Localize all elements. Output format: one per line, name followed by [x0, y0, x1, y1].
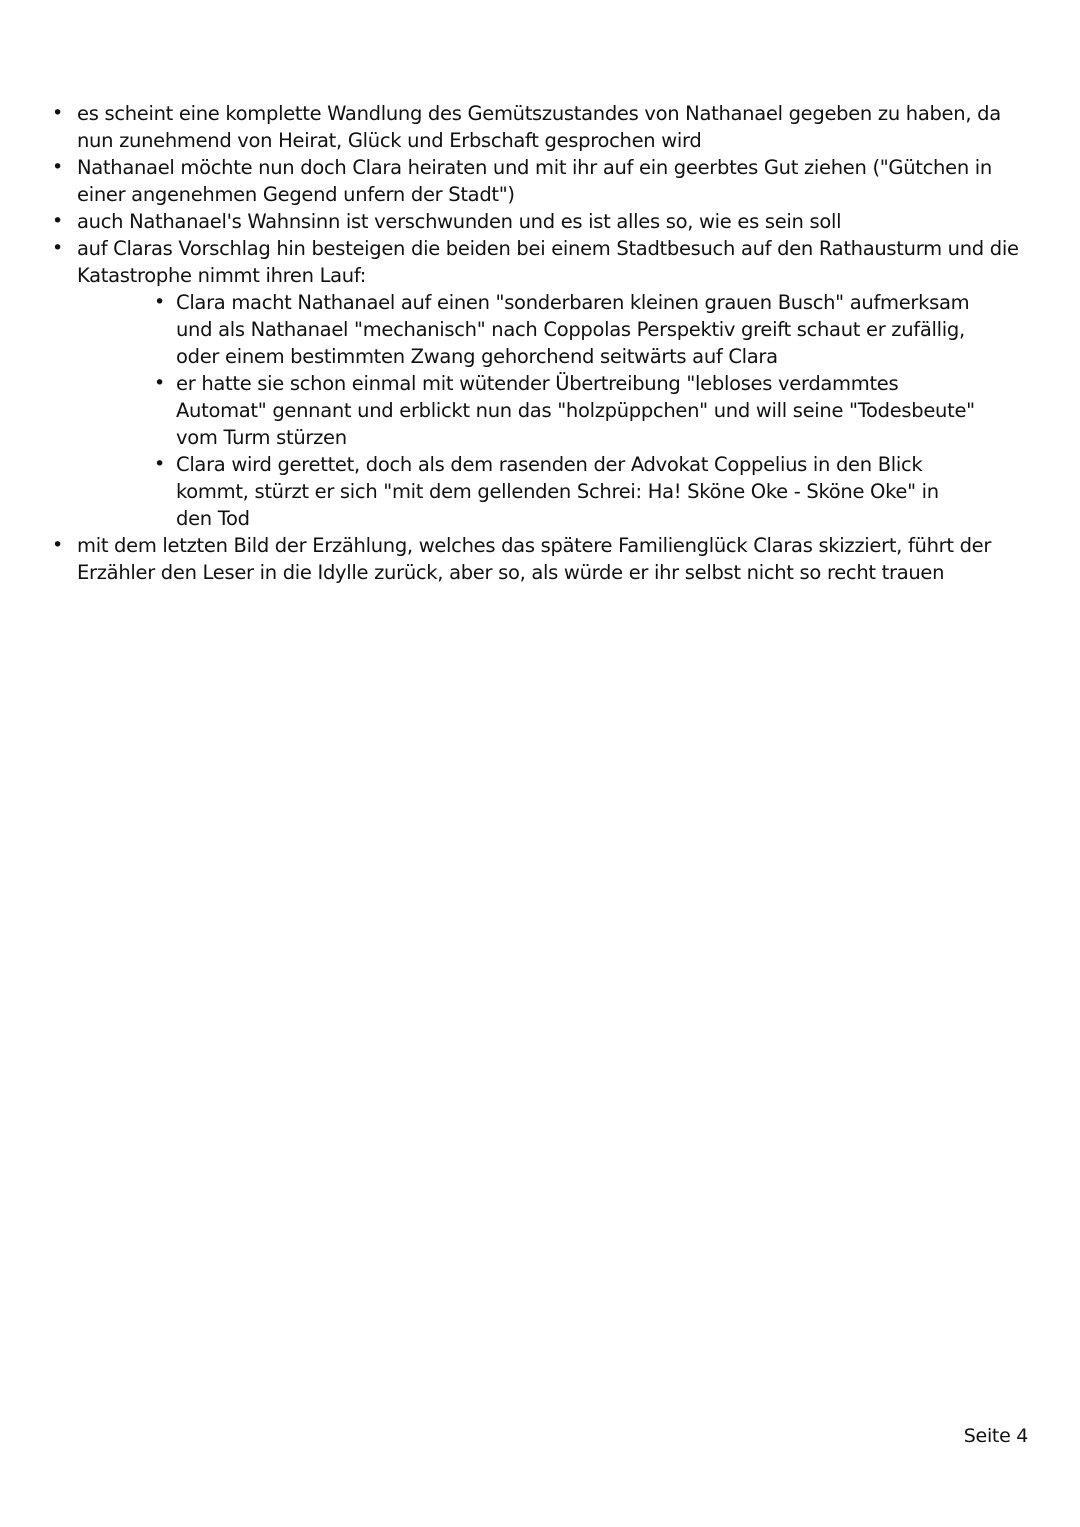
- sub-bullet-dot-icon: •: [154, 291, 165, 313]
- sub-bullet-text: Clara macht Nathanael auf einen "sonderbaren kleinen grauen Busch" aufmerksam und als Nathanael "mechanisch" nach Coppolas Perspektiv greift schaut er zufällig, oder einem bestimmten Zwang gehorchend seitwärts auf Clara: [176, 291, 970, 368]
- sub-bullet-item: [154, 289, 977, 370]
- sub-bullet-item: [154, 370, 977, 451]
- sublist-container: [52, 289, 1037, 532]
- bullet-text: mit dem letzten Bild der Erzählung, welches das spätere Familienglück Claras skizziert, führt der Erzähler den Leser in die Idylle zurück, aber so, als würde er ihr selbst nicht so recht trauen: [77, 534, 992, 584]
- bullet-item: [52, 100, 1037, 154]
- sub-bullet-dot-icon: •: [154, 453, 165, 475]
- sub-bullet-list: [52, 289, 977, 532]
- bullet-item: [52, 532, 1037, 586]
- sub-bullet-item: [154, 451, 977, 532]
- bullet-text: auch Nathanael's Wahnsinn ist verschwunden und es ist alles so, wie es sein soll: [77, 210, 842, 233]
- bullet-dot-icon: •: [52, 534, 63, 556]
- bullet-text: Nathanael möchte nun doch Clara heiraten und mit ihr auf ein geerbtes Gut ziehen ("Gütchen in einer angenehmen Gegend unfern der Stadt"): [77, 156, 992, 206]
- sub-bullet-text: er hatte sie schon einmal mit wütender Übertreibung "lebloses verdammtes Automat" gennant und erblickt nun das "holzpüppchen" und will seine "Todesbeute" vom Turm stürzen: [176, 372, 975, 449]
- bullet-text: es scheint eine komplette Wandlung des Gemütszustandes von Nathanael gegeben zu haben, da nun zunehmend von Heirat, Glück und Erbschaft gesprochen wird: [77, 102, 1001, 152]
- bullet-list: [52, 100, 1037, 586]
- bullet-item: [52, 235, 1037, 289]
- bullet-dot-icon: •: [52, 102, 63, 124]
- bullet-text: auf Claras Vorschlag hin besteigen die beiden bei einem Stadtbesuch auf den Rathausturm und die Katastrophe nimmt ihren Lauf:: [77, 237, 1019, 287]
- bullet-item: [52, 208, 1037, 235]
- bullet-dot-icon: •: [52, 237, 63, 259]
- bullet-dot-icon: •: [52, 156, 63, 178]
- sub-bullet-dot-icon: •: [154, 372, 165, 394]
- page-number: Seite 4: [963, 1425, 1028, 1447]
- sub-bullet-text: Clara wird gerettet, doch als dem rasenden der Advokat Coppelius in den Blick kommt, stürzt er sich "mit dem gellenden Schrei: Ha! Sköne Oke - Sköne Oke" in den Tod: [176, 453, 939, 530]
- bullet-dot-icon: •: [52, 210, 63, 232]
- bullet-item: [52, 154, 1037, 208]
